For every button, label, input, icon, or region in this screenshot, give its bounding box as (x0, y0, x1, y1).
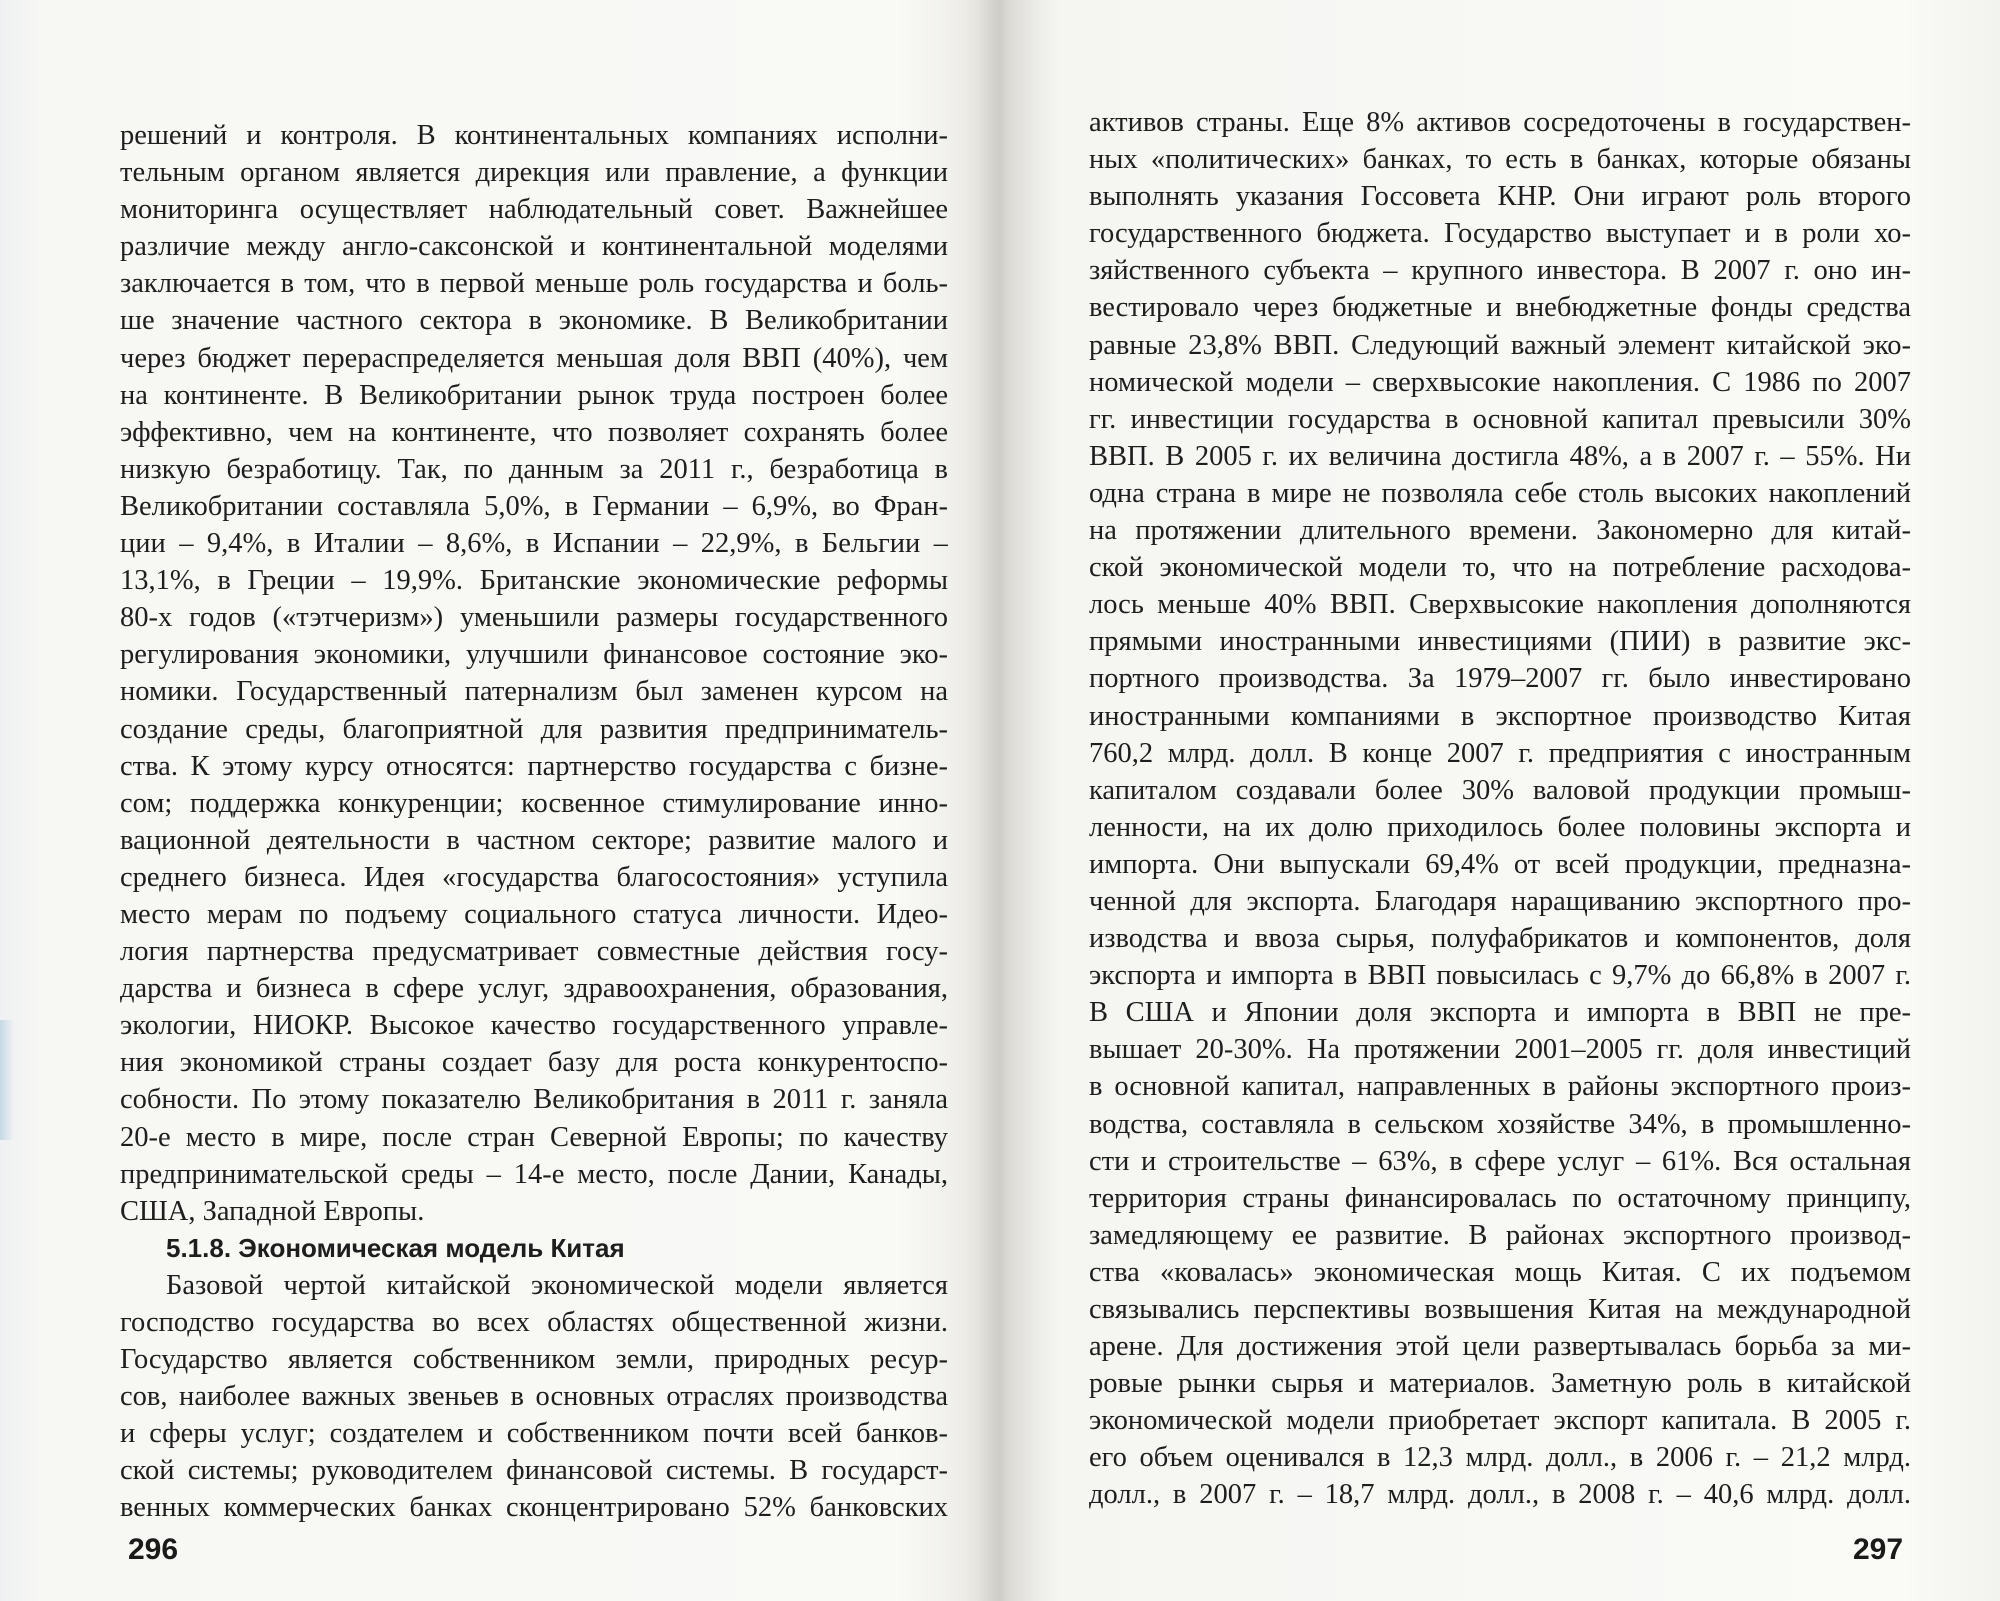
text-line: решений и контроля. В континентальных компаниях исполни- (120, 120, 948, 151)
text-line: различие между англо-саксонской и континентальной моделями (120, 231, 948, 263)
text-line: в основной капитал, направленных в районы экспортного произ- (1089, 1071, 1911, 1103)
text-line: ных «политических» банках, то есть в банках, которые обязаны (1089, 144, 1911, 176)
text-line: заключается в том, что в первой меньше роль государства и боль- (120, 268, 948, 300)
text-line: номической модели – сверхвысокие накопления. С 1986 по 2007 (1089, 366, 1911, 398)
left-page (0, 0, 990, 1601)
text-line: Великобритании составляла 5,0%, в Германии – 6,9%, во Фран- (120, 490, 948, 522)
text-line: одна страна в мире не позволяла себе столь высоких накоплений (1089, 477, 1911, 509)
text-line: В США и Японии доля экспорта и импорта в ВВП не пре- (1089, 997, 1911, 1029)
text-line: через бюджет перераспределяется меньшая доля ВВП (40%), чем (120, 342, 948, 374)
text-line: создание среды, благоприятной для развития предприниматель- (120, 713, 948, 745)
text-line: замедляющему ее развитие. В районах экспортного производ- (1089, 1219, 1911, 1251)
text-line: экологии, НИОКР. Высокое качество государственного управле- (120, 1010, 948, 1042)
text-line: ченной для экспорта. Благодаря наращиванию экспортного про- (1089, 885, 1911, 917)
left-page-text (120, 117, 948, 1527)
text-line: 13,1%, в Греции – 19,9%. Британские экономические реформы (120, 565, 948, 597)
text-line: 760,2 млрд. долл. В конце 2007 г. предприятия с иностранным (1089, 737, 1911, 769)
text-line: ства «ковалась» экономическая мощь Китая. С их подъемом (1089, 1256, 1911, 1288)
right-page-text (1089, 104, 1911, 1514)
text-line: зяйственного субъекта – крупного инвестора. В 2007 г. оно ин- (1089, 255, 1911, 287)
text-line: его объем оценивался в 12,3 млрд. долл., в 2006 г. – 21,2 млрд. (1089, 1442, 1911, 1474)
right-page (1010, 0, 2000, 1601)
text-line: собности. По этому показателю Великобритания в 2011 г. заняла (120, 1084, 948, 1116)
text-line: гг. инвестиции государства в основной капитал превысили 30% (1089, 403, 1911, 435)
text-line: вационной деятельности в частном секторе; развитие малого и (120, 824, 948, 856)
text-line: ской экономической модели то, что на потребление расходова- (1089, 552, 1911, 584)
text-line: ВВП. В 2005 г. их величина достигла 48%, а в 2007 г. – 55%. Ни (1089, 440, 1911, 472)
text-line: венных коммерческих банках сконцентрировано 52% банковских (120, 1492, 948, 1524)
text-line: капиталом создавали более 30% валовой продукции промыш- (1089, 774, 1911, 806)
text-line: прямыми иностранными инвестициями (ПИИ) в развитие экс- (1089, 626, 1911, 658)
text-line: связывались перспективы возвышения Китая на международной (1089, 1294, 1911, 1325)
text-line: на протяжении длительного времени. Закономерно для китай- (1089, 515, 1911, 547)
text-line: государственного бюджета. Государство выступает и в роли хо- (1089, 218, 1911, 250)
text-line: портного производства. За 1979–2007 гг. было инвестировано (1089, 663, 1911, 695)
text-line: и сферы услуг; создателем и собственником почти всей банков- (120, 1418, 948, 1450)
text-line: 80-х годов («тэтчеризм») уменьшили размеры государственного (120, 602, 948, 634)
text-line: логия партнерства предусматривает совместные действия госу- (120, 936, 948, 968)
text-line: импорта. Они выпускали 69,4% от всей продукции, предназна- (1089, 848, 1911, 880)
text-line: изводства и ввоза сырья, полуфабрикатов и компонентов, доля (1089, 923, 1911, 955)
text-line: среднего бизнеса. Идея «государства благосостояния» уступила (120, 861, 948, 893)
text-line: экспорта и импорта в ВВП повысилась с 9,7% до 66,8% в 2007 г. (1089, 960, 1911, 992)
text-line: предпринимательской среды – 14-е место, после Дании, Канады, (120, 1158, 948, 1190)
text-line: экономической модели приобретает экспорт капитала. В 2005 г. (1089, 1405, 1911, 1437)
text-line: 20-е место в мире, после стран Северной Европы; по качеству (120, 1121, 948, 1153)
text-line: ленности, на их долю приходилось более половины экспорта и (1089, 811, 1911, 843)
text-line: Базовой чертой китайской экономической модели является (166, 1269, 948, 1301)
text-line: господство государства во всех областях общественной жизни. (120, 1307, 948, 1338)
text-line: водства, составляла в сельском хозяйстве 34%, в промышленно- (1089, 1108, 1911, 1140)
text-line: сом; поддержка конкуренции; косвенное стимулирование инно- (120, 787, 948, 819)
text-line: активов страны. Еще 8% активов сосредоточены в государствен- (1089, 107, 1911, 138)
text-line: мониторинга осуществляет наблюдательный совет. Важнейшее (120, 194, 948, 226)
text-line: регулирования экономики, улучшили финансовое состояние эко- (120, 639, 948, 671)
section-heading: 5.1.8. Экономическая модель Китая (166, 1232, 625, 1263)
text-line: ния экономикой страны создает базу для роста конкурентоспо- (120, 1047, 948, 1079)
text-line: вышает 20-30%. На протяжении 2001–2005 гг. доля инвестиций (1089, 1034, 1911, 1066)
text-line: США, Западной Европы. (120, 1195, 425, 1227)
page-number: 296 (128, 1533, 179, 1566)
text-line: тельным органом является дирекция или правление, а функции (120, 157, 948, 189)
text-line: номики. Государственный патернализм был заменен курсом на (120, 676, 948, 708)
text-line: сти и строительстве – 63%, в сфере услуг – 61%. Вся остальная (1089, 1145, 1911, 1177)
text-line: сов, наиболее важных звеньев в основных отраслях производства (120, 1381, 948, 1413)
text-line: ской системы; руководителем финансовой системы. В государст- (120, 1455, 948, 1487)
text-line: ше значение частного сектора в экономике. В Великобритании (120, 305, 948, 337)
text-line: ства. К этому курсу относятся: партнерство государства с бизне- (120, 750, 948, 782)
text-line: эффективно, чем на континенте, что позволяет сохранять более (120, 416, 948, 448)
text-line: на континенте. В Великобритании рынок труда построен более (120, 379, 948, 411)
text-line: Государство является собственником земли, природных ресур- (120, 1344, 948, 1376)
text-line: вестировало через бюджетные и внебюджетные фонды средства (1089, 292, 1911, 324)
text-line: иностранными компаниями в экспортное производство Китая (1089, 700, 1911, 732)
text-line: дарства и бизнеса в сфере услуг, здравоохранения, образования, (120, 973, 948, 1005)
text-line: ровые рынки сырья и материалов. Заметную роль в китайской (1089, 1368, 1911, 1400)
text-line: долл., в 2007 г. – 18,7 млрд. долл., в 2008 г. – 40,6 млрд. долл. (1089, 1479, 1911, 1511)
text-line: низкую безработицу. Так, по данным за 2011 г., безработица в (120, 453, 948, 485)
page-number: 297 (1853, 1533, 1904, 1566)
text-line: ции – 9,4%, в Италии – 8,6%, в Испании – 22,9%, в Бельгии – (120, 528, 948, 560)
text-line: выполнять указания Госсовета КНР. Они играют роль второго (1089, 181, 1911, 213)
text-line: место мерам по подъему социального статуса личности. Идео- (120, 898, 948, 930)
text-line: арене. Для достижения этой цели развертывалась борьба за ми- (1089, 1331, 1911, 1363)
text-line: лось меньше 40% ВВП. Сверхвысокие накопления дополняются (1089, 589, 1911, 621)
text-line: равные 23,8% ВВП. Следующий важный элемент китайской эко- (1089, 329, 1911, 361)
text-line: территория страны финансировалась по остаточному принципу, (1089, 1182, 1911, 1214)
